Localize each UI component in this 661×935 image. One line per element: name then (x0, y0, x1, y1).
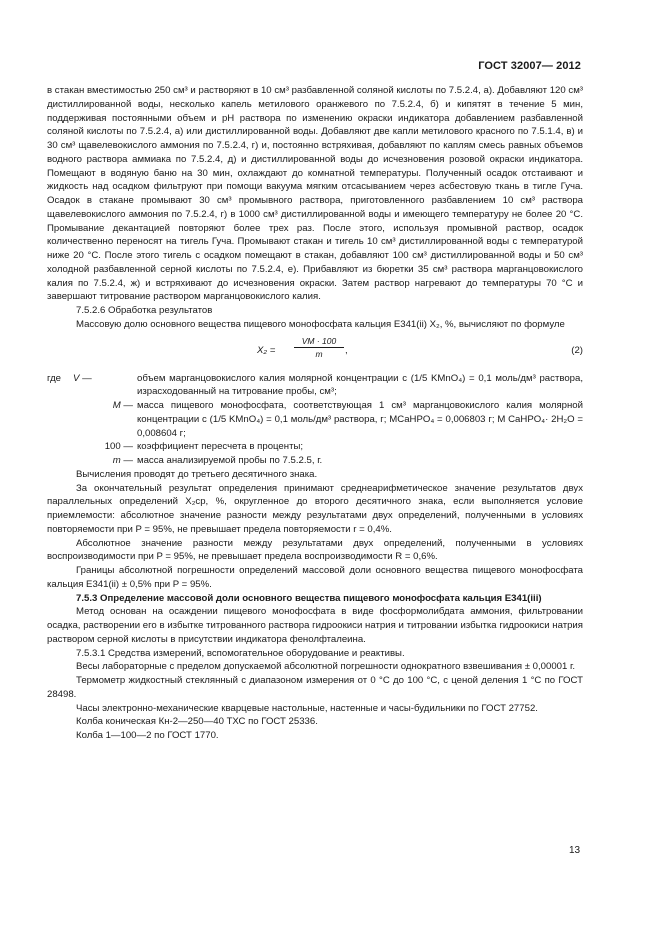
formula-lhs: X₂ = (257, 344, 276, 356)
paragraph-flask-conical: Колба коническая Кн-2—250—40 ТХС по ГОСТ 25336. (76, 716, 318, 728)
paragraph-flask: Колба 1—100—2 по ГОСТ 1770. (76, 730, 219, 741)
paragraph-reproducibility: Абсолютное значение разности между результатами двух определений, полученными в условиях воспроизводимости при P = 95%, не превышает предела воспроизводимости R = 0,6%. (47, 537, 583, 563)
standard-header: ГОСТ 32007— 2012 (478, 60, 581, 72)
paragraph-formula-intro: Массовую долю основного вещества пищевого монофосфата кальция Е341(ii) X₂, %, вычисляют по формуле (76, 318, 565, 330)
where-symbol-m-lower: m — (112, 455, 133, 466)
section-heading-7526: 7.5.2.6 Обработка результатов (76, 305, 213, 316)
where-text-m-lower: масса анализируемой пробы по 7.5.2.5, г. (137, 455, 323, 466)
paragraph-method: Метод основан на осаждении пищевого монофосфата в виде фосформолибдата аммония, фильтровании осадка, растворении его в избытке титрованного раствора гидроокиси натрия и титровании избытка гидроокиси натрия раствором серной кислоты в присутствии индикатора фенолфталеина. (47, 606, 583, 645)
paragraph-thermometer: Термометр жидкостный стеклянный с диапазоном измерения от 0 °С до 100 °С, с ценой деления 1 °С по ГОСТ 28498. (47, 675, 583, 700)
formula-block (47, 334, 583, 368)
where-text-m-upper: масса пищевого монофосфата, соответствующая 1 см³ марганцовокислого калия молярной концентрации с (1/5 KMnO₄) = 0,1 моль/дм³ раствора, г; MCaHPO₄ = 0,006803 г; M CaHPO₄· 2H₂O = 0,008604 г; (137, 400, 583, 439)
formula-denominator: m (315, 348, 323, 359)
page-number: 13 (569, 845, 581, 856)
where-text-100: коэффициент пересчета в проценты; (137, 441, 304, 453)
document-body (47, 84, 583, 743)
section-heading-753: 7.5.3 Определение массовой доли основного вещества пищевого монофосфата кальция Е341(iii) (76, 592, 542, 604)
where-item-100 (47, 440, 583, 454)
where-item-m-upper (47, 399, 583, 440)
where-symbol-m-upper: M — (112, 400, 133, 411)
paragraph-procedure: в стакан вместимостью 250 см³ и растворяют в 10 см³ разбавленной соляной кислоты по 7.5.2.4, а). Добавляют 120 см³ дистиллированной воды, несколько капель метилового оранжевого по 7.5.2.4, б) и кипятят в течение 5 мин, поддерживая постоянными объем и pH раствора по изменению окраски индикатора добавлением разбавленной соляной кислоты по 7.5.2.4, а) или дистиллированной воды. Добавляют две капли метилового красного по 7.5.1.4, в) и 30 см³ щавелевокислого аммония по 7.5.2.4, г) и, постоянно встряхивая, добавляют по каплям смесь равных объемов водного раствора аммиака по 7.5.2.4, д) и дистиллированной воды до исчезновения розовой окраски индикатора. Помещают в водяную баню на 30 мин, охлаждают до комнатной температуры. Полученный осадок отстаивают и жидкость над осадком фильтруют при помощи вакуума мягким отсасыванием через асбестовую ткань в тигле Гуча. Осадок в стакане промывают 30 см³ промывного раствора, приготовленного разбавлением 10 см³ раствора щавелевокислого аммония по 7.5.2.4, г) в 1000 см³ дистиллированной воды и имеющего температуру не более 20 °С. Промывание декантацией повторяют более трех раз. После этого, используя промывной раствор, осадок количественно переносят на тигель Гуча. Промывают стакан и тигель 10 см³ дистиллированной воды с температурой ниже 20 °С. После этого тигель с осадком помещают в стакан, добавляют 100 см³ дистиллированной воды и 50 см³ холодной разбавленной серной кислоты по 7.5.2.4, е). Прибавляют из бюретки 35 см³ раствора марганцовокислого калия по 7.5.2.4, ж) и встряхивают до исчезновения окраски. Затем раствор нагревают до температуры 70 °С и завершают титрование раствором марганцовокислого калия. (47, 85, 583, 303)
where-prefix: где (47, 372, 62, 384)
formula-number: (2) (571, 344, 583, 356)
paragraph-error-bounds: Границы абсолютной погрешности определений массовой доли основного вещества пищевого монофосфата кальция Е341(ii) ± 0,5% при P = 95%. (47, 565, 583, 590)
paragraph-calculation: Вычисления проводят до третьего десятичного знака. (76, 468, 318, 480)
where-text-v: объем марганцовокислого калия молярной концентрации с (1/5 KMnO₄) = 0,1 моль/дм³ раствора, израсходованный на титрование пробы, см³; (137, 372, 583, 398)
formula-numerator: VM · 100 (294, 335, 344, 348)
paragraph-clock: Часы электронно-механические кварцевые настольные, настенные и часы-будильники по ГОСТ 27752. (76, 702, 538, 714)
where-item-v (47, 372, 583, 400)
paragraph-final-result: За окончательный результат определения принимают среднеарифметическое значение результатов двух параллельных определений X₂ср, %, округленное до второго десятичного знака, если выполняется условие приемлемости: абсолютное значение разности между результатами двух определений, полученными в условиях повторяемости при P = 95%, не превышает предела повторяемости r = 0,4%. (47, 482, 583, 535)
section-heading-7531: 7.5.3.1 Средства измерений, вспомогательное оборудование и реактивы. (76, 647, 405, 659)
formula-fraction (294, 335, 344, 360)
where-symbol-100: 100 — (104, 441, 133, 453)
where-item-m-lower (47, 454, 583, 468)
paragraph-scales: Весы лабораторные с пределом допускаемой абсолютной погрешности однократного взвешивания ± 0,00001 г. (76, 661, 575, 673)
where-symbol-v: V — (73, 372, 92, 384)
formula-comma: , (345, 344, 348, 356)
